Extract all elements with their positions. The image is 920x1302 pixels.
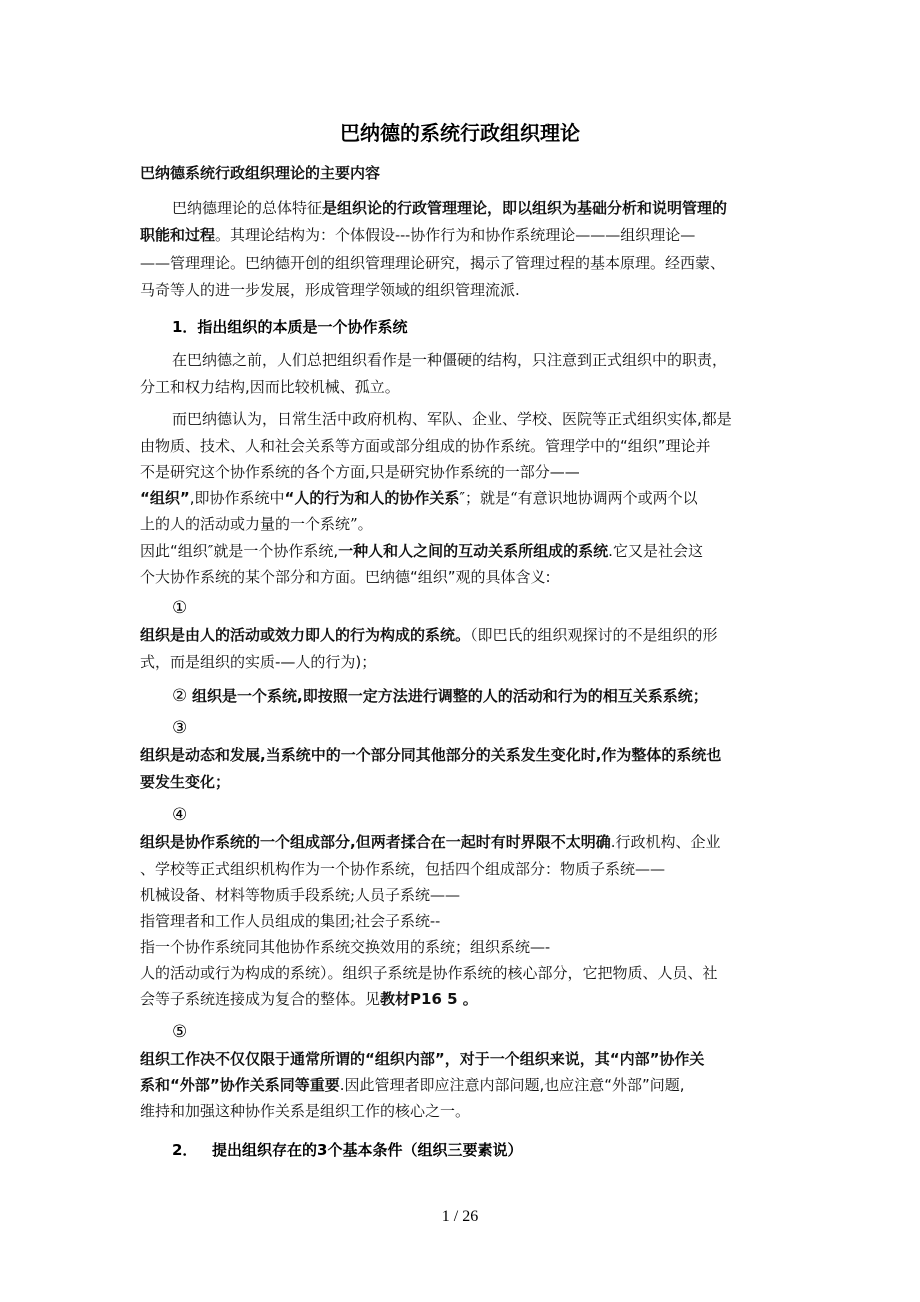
item-3-line-1: 组织是动态和发展,当系统中的一个部分同其他部分的关系发生变化时,作为整体的系统也 <box>140 746 722 764</box>
plain-text: ″；就是“有意识地协调两个或两个以 <box>459 489 698 507</box>
page-indicator: 1 / 26 <box>441 1208 479 1225</box>
plain-text: .行政机构、企业 <box>610 833 721 851</box>
section-1-p3-line-1 <box>140 541 780 561</box>
item-4-line-3: 机械设备、材料等物质手段系统;人员子系统—— <box>140 886 461 904</box>
item-marker-1: ① <box>172 598 188 618</box>
section-2-heading <box>172 1140 522 1160</box>
item-1-line-2: 式，而是组织的实质-—人的行为)； <box>140 653 377 671</box>
document-title: 巴纳德的系统行政组织理论 <box>340 121 580 145</box>
item-1-line-1 <box>140 625 780 645</box>
plain-text: ,即协作系统中 <box>189 489 285 507</box>
item-4-line-2: 、学校等正式组织机构作为一个协作系统，包括四个组成部分：物质子系统—— <box>140 860 666 878</box>
item-marker-5: ⑤ <box>172 1022 188 1042</box>
plain-text: 因此“组织″就是一个协作系统, <box>140 542 339 560</box>
section-1-p2-line-5: 上的人的活动或力量的一个系统”。 <box>140 515 373 533</box>
section-1-p2-line-3: 不是研究这个协作系统的各个方面,只是研究协作系统的一部分—— <box>140 463 580 481</box>
plain-text: .因此管理者即应注意内部问题,也应注意“外部”问题, <box>339 1076 685 1094</box>
section-1-p3-line-2: 个大协作系统的某个部分和方面。巴纳德“组织”观的具体含义: <box>140 568 551 586</box>
section-title: 提出组织存在的3个基本条件（组织三要素说） <box>212 1141 523 1159</box>
section-1-p2-line-1: 而巴纳德认为，日常生活中政府机构、军队、企业、学校、医院等正式组织实体,都是 <box>172 410 732 428</box>
bold-text: 系和“外部”协作关系同等重要 <box>140 1076 340 1094</box>
intro-bold-text: 是组织论的行政管理理论，即以组织为基础分析和说明管理的 <box>322 199 728 217</box>
item-4-line-1 <box>140 832 780 852</box>
bold-text: 一种人和人之间的互动关系所组成的系统 <box>338 542 609 560</box>
section-heading: 巴纳德系统行政组织理论的主要内容 <box>140 164 381 182</box>
intro-line-4: 马奇等人的进一步发展，形成管理学领域的组织管理流派. <box>140 281 520 299</box>
item-5-line-3: 维持和加强这种协作关系是组织工作的核心之一。 <box>140 1102 471 1120</box>
bold-text: “人的行为和人的协作关系 <box>284 489 460 507</box>
item-4-line-6: 人的活动或行为构成的系统）。组织子系统是协作系统的核心部分，它把物质、人员、社 <box>140 964 718 982</box>
item-5-line-2 <box>140 1075 780 1095</box>
item-3-line-2: 要发生变化； <box>140 773 231 791</box>
intro-line-2 <box>140 225 780 245</box>
item-4-line-7 <box>140 989 780 1009</box>
item-marker-2: ② <box>172 686 188 706</box>
plain-text: .它又是社会这 <box>608 542 703 560</box>
section-1-p1-line-1: 在巴纳德之前，人们总把组织看作是一种僵硬的结构，只注意到正式组织中的职责， <box>172 351 728 369</box>
intro-text: 。其理论结构为：个体假设---协作行为和协作系统理论———组织理论— <box>215 226 696 244</box>
item-marker-3: ③ <box>172 718 188 738</box>
section-1-p1-line-2: 分工和权力结构,因而比较机械、孤立。 <box>140 378 400 396</box>
item-2-line-1 <box>172 686 812 706</box>
intro-line-1 <box>172 198 812 218</box>
section-1-p2-line-4 <box>140 488 780 508</box>
bold-text: 组织是由人的活动或效力即人的行为构成的系统。 <box>140 626 471 644</box>
intro-text: 巴纳德理论的总体特征 <box>172 199 323 217</box>
intro-bold-text: 职能和过程 <box>140 226 216 244</box>
quoted-term: “组织” <box>140 489 190 507</box>
section-1-heading: 1．指出组织的本质是一个协作系统 <box>172 318 408 336</box>
bold-text: 组织是一个系统,即按照一定方法进行调整的人的活动和行为的相互关系系统； <box>192 687 708 705</box>
section-1-p2-line-2: 由物质、技术、人和社会关系等方面或部分组成的协作系统。管理学中的“组织”理论并 <box>140 437 711 455</box>
item-4-line-5: 指一个协作系统同其他协作系统交换效用的系统；组织系统—- <box>140 938 551 956</box>
bold-text: 组织是协作系统的一个组成部分,但两者揉合在一起时有时界限不太明确 <box>140 833 611 851</box>
textbook-reference: 教材P16 5 。 <box>380 990 478 1008</box>
plain-text: （即巴氏的组织观探讨的不是组织的形 <box>470 626 718 644</box>
item-5-line-1: 组织工作决不仅仅限于通常所谓的“组织内部”，对于一个组织来说，其“内部”协作关 <box>140 1050 705 1068</box>
section-number: 2． <box>172 1141 198 1159</box>
intro-line-3: ——管理理论。巴纳德开创的组织管理理论研究，揭示了管理过程的基本原理。经西蒙、 <box>140 254 726 272</box>
plain-text: 会等子系统连接成为复合的整体。见 <box>140 990 381 1008</box>
item-marker-4: ④ <box>172 805 188 825</box>
item-4-line-4: 指管理者和工作人员组成的集团;社会子系统-- <box>140 912 441 930</box>
